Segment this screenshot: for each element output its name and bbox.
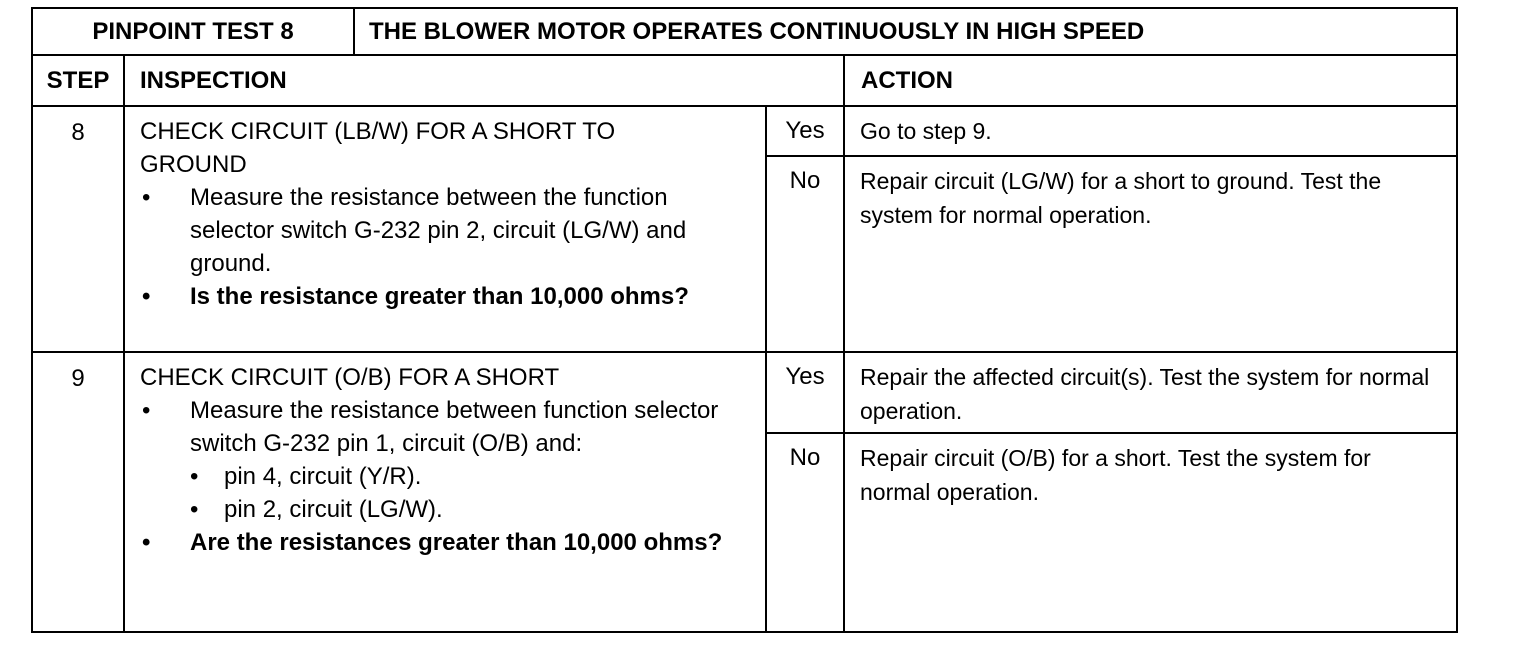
step-inspection	[124, 106, 766, 352]
bullet-icon: •	[142, 283, 151, 310]
no-action: Repair circuit (O/B) for a short. Test the system for normal operation.	[844, 433, 1457, 632]
step-inspection	[124, 352, 766, 632]
title-row	[32, 8, 1457, 54]
step-8-yes-row	[32, 106, 1457, 156]
bullet-icon: •	[142, 397, 151, 424]
sub-bullet-item	[140, 493, 755, 526]
inspection-header: INSPECTION	[124, 55, 844, 106]
yes-label: Yes	[766, 106, 844, 156]
no-action: Repair circuit (LG/W) for a short to ground. Test the system for normal operation.	[844, 156, 1457, 352]
step-9-yes-row	[32, 352, 1457, 433]
bullet-item	[140, 526, 755, 559]
step-header: STEP	[32, 55, 124, 106]
sub-bullet-text: pin 2, circuit (LG/W).	[224, 496, 443, 523]
no-label: No	[766, 156, 844, 352]
bullet-question: Is the resistance greater than 10,000 ohms?	[190, 283, 689, 310]
bullet-item	[140, 280, 755, 313]
step-heading-continued: GROUND	[140, 151, 247, 178]
yes-label: Yes	[766, 352, 844, 433]
step-number: 9	[32, 352, 124, 632]
bullet-text: Measure the resistance between function selector switch G-232 pin 1, circuit (O/B) and:	[190, 397, 719, 457]
sub-bullet-item	[140, 460, 755, 493]
bullet-text: Measure the resistance between the function selector switch G-232 pin 2, circuit (LG/W) and ground.	[190, 184, 687, 277]
bullet-item	[140, 181, 755, 280]
action-header: ACTION	[844, 55, 1457, 106]
yes-action: Repair the affected circuit(s). Test the system for normal operation.	[844, 352, 1457, 433]
bullet-icon: •	[142, 184, 151, 211]
step-heading: CHECK CIRCUIT (LB/W) FOR A SHORT TO	[140, 118, 616, 145]
header-row	[32, 55, 1457, 106]
bullet-icon: •	[190, 496, 199, 523]
step-number: 8	[32, 106, 124, 352]
bullet-icon: •	[190, 463, 199, 490]
yes-action: Go to step 9.	[844, 106, 1457, 156]
step-heading: CHECK CIRCUIT (O/B) FOR A SHORT	[140, 364, 560, 391]
sub-bullet-text: pin 4, circuit (Y/R).	[224, 463, 422, 490]
bullet-icon: •	[142, 529, 151, 556]
no-label: No	[766, 433, 844, 632]
bullet-item	[140, 394, 755, 460]
test-label: PINPOINT TEST 8	[32, 8, 354, 54]
procedure-table	[31, 54, 1458, 633]
title-table	[31, 7, 1458, 54]
bullet-question: Are the resistances greater than 10,000 ohms?	[190, 529, 723, 556]
test-description: THE BLOWER MOTOR OPERATES CONTINUOUSLY IN HIGH SPEED	[354, 8, 1457, 54]
